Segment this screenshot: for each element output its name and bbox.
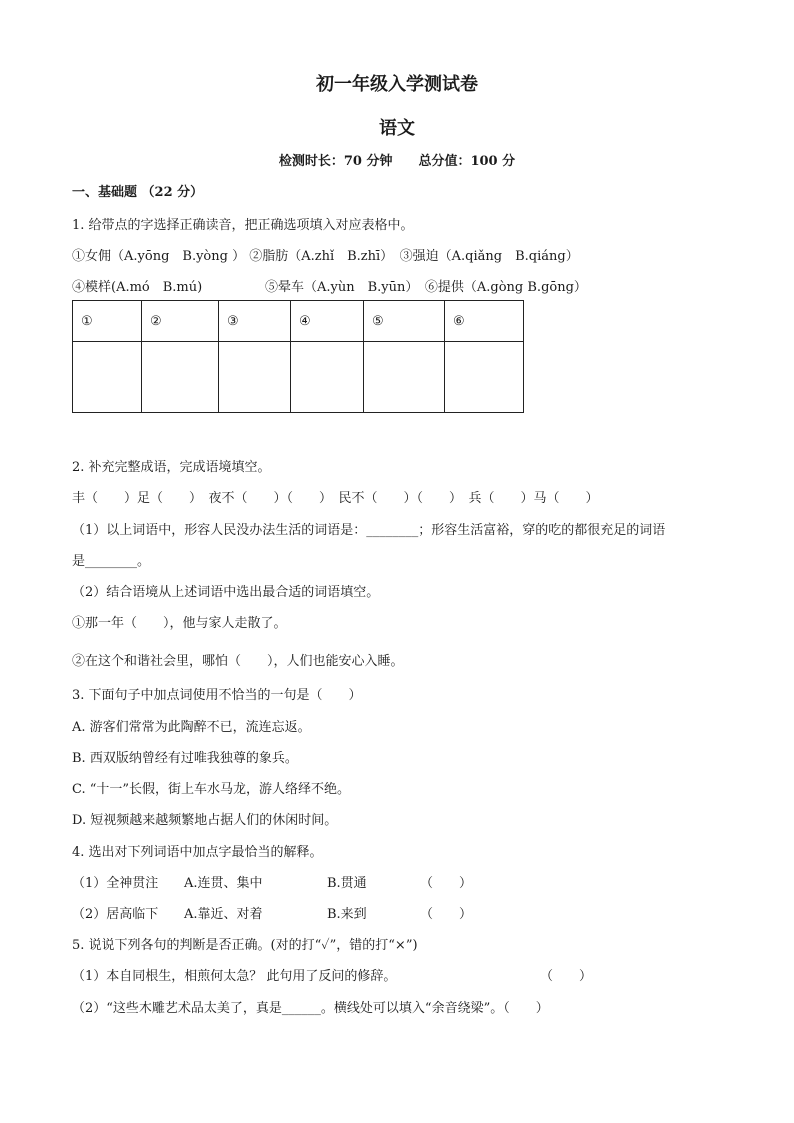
answer-cell[interactable]	[142, 342, 219, 413]
question-4-item2-option-a: A.靠近、对着	[184, 907, 263, 922]
answer-table-header: ②	[142, 301, 219, 342]
question-2-sub2: （2）结合语境从上述词语中选出最合适的词语填空。	[72, 585, 380, 600]
answer-table-header-row	[73, 301, 524, 342]
question-4-item1-answer-paren[interactable]: （ ）	[420, 876, 473, 891]
question-5-item1-answer-paren[interactable]: （ ）	[540, 969, 593, 984]
answer-table-blank-row	[73, 342, 524, 413]
answer-cell[interactable]	[219, 342, 291, 413]
question-4-item1-option-b: B.贯通	[327, 876, 367, 891]
question-2-fill2: ②在这个和谐社会里，哪怕（ ），人们也能安心入睡。	[72, 654, 404, 669]
question-5-stem: 5. 说说下列各句的判断是否正确。(对的打“✓”，错的打“×”)	[72, 938, 418, 953]
question-2-sub1-line1: （1）以上词语中，形容人民没办法生活的词语是：________；形容生活富裕，穿的吃的都很充足的词语	[72, 523, 666, 538]
question-4-stem: 4. 选出对下列词语中加点字最恰当的解释。	[72, 845, 323, 860]
subject-title: 语文	[379, 118, 415, 139]
answer-cell[interactable]	[291, 342, 364, 413]
question-2-fill1: ①那一年（ ），他与家人走散了。	[72, 616, 287, 631]
question-1-options-row2a: ④模样(A.mó B.mú)	[72, 280, 203, 295]
exam-meta	[0, 150, 794, 169]
question-5-item2: （2）“这些木雕艺术品太美了，真是______。横线处可以填入“余音绕梁”。（ ）	[72, 1001, 549, 1016]
question-1-stem: 1. 给带点的字选择正确读音，把正确选项填入对应表格中。	[72, 218, 414, 233]
answer-cell[interactable]	[73, 342, 142, 413]
answer-table-header: ③	[219, 301, 291, 342]
question-3-stem: 3. 下面句子中加点词使用不恰当的一句是（ ）	[72, 688, 362, 703]
answer-cell[interactable]	[445, 342, 524, 413]
answer-table-header: ⑥	[445, 301, 524, 342]
answer-table-header: ⑤	[364, 301, 445, 342]
answer-table	[72, 300, 524, 413]
question-1-options-row1: ①女佣（A.yōng B.yòng ） ②脂肪（A.zhǐ B.zhī） ③强迫（A.qiǎng B.qiáng）	[72, 249, 579, 264]
section-heading: 一、基础题 （22 分）	[72, 185, 204, 200]
question-4-item1-word: （1）全神贯注	[72, 876, 159, 891]
exam-title: 初一年级入学测试卷	[316, 74, 478, 95]
question-4-item2-option-b: B.来到	[327, 907, 367, 922]
question-3-option-a: A. 游客们常常为此陶醉不已，流连忘返。	[72, 720, 311, 735]
question-1-options-row2b: ⑤晕车（A.yùn B.yūn） ⑥提供（A.gòng B.gōng）	[265, 280, 587, 295]
answer-table-header: ④	[291, 301, 364, 342]
question-3-option-c: C. “十一”长假，街上车水马龙，游人络绎不绝。	[72, 782, 351, 797]
question-4-item1-option-a: A.连贯、集中	[184, 876, 263, 891]
question-3-option-b: B. 西双版纳曾经有过唯我独尊的象兵。	[72, 751, 298, 766]
question-2-stem: 2. 补充完整成语，完成语境填空。	[72, 460, 271, 475]
question-2-idioms: 丰（ ）足（ ） 夜不（ ）（ ） 民不（ ）（ ） 兵（ ）马（ ）	[72, 491, 599, 506]
question-4-item2-word: （2）居高临下	[72, 907, 159, 922]
answer-cell[interactable]	[364, 342, 445, 413]
answer-table-header: ①	[73, 301, 142, 342]
question-5-item1: （1）本自同根生，相煎何太急？ 此句用了反问的修辞。	[72, 969, 397, 984]
question-4-item2-answer-paren[interactable]: （ ）	[420, 907, 473, 922]
question-3-option-d: D. 短视频越来越频繁地占据人们的休闲时间。	[72, 813, 338, 828]
exam-total-score: 总分值：100 分	[418, 154, 516, 169]
question-2-sub1-line2: 是________。	[72, 554, 151, 569]
exam-duration: 检测时长：70 分钟	[278, 154, 393, 169]
